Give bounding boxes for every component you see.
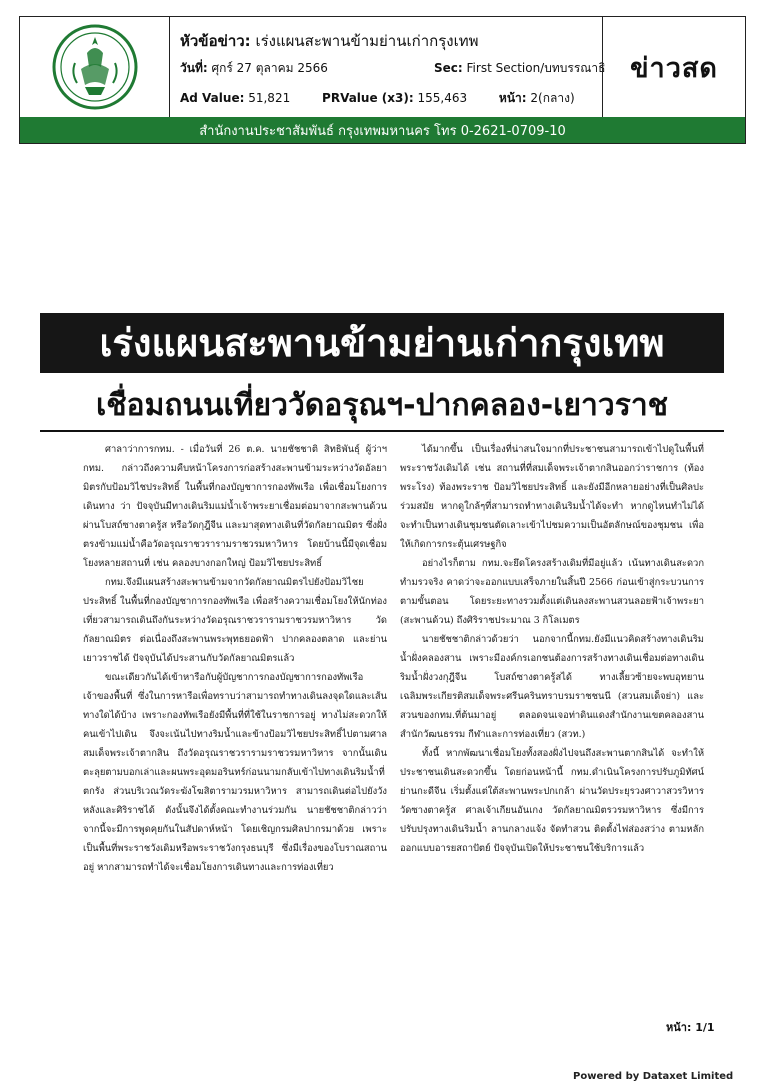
article-paragraph: ทั้งนี้ หากพัฒนาเชื่อมโยงทั้งสองฝั่งไปจนถึงสะพานตากสินได้ จะทำให้ประชาชนเดินสะดวกขึ้น โดยก่อนหน้านี้ กทม.ดำเนินโครงการปรับภูมิทัศน์ย่านกะดีจีน เริ่มตั้งแต่ใต้สะพานพระปกเกล้า ผ่านวัดประยุรวงศาวาสวรวิหาร วัดซางตาครู้ส ศาลเจ้าเกียนอันเกง วัดกัลยาณมิตรวรมหาวิหาร ซึ่งมีการปรับปรุงทางเดินริมน้ำ ลานกลางแจ้ง จัดทำสวน ติดตั้งไฟส่องสว่าง ตามหลักออกแบบอารยสถาปัตย์ ปัจจุบันเปิดให้ประชาชนใช้บริการแล้ว [400,748,704,854]
date-value: ศุกร์ 27 ตุลาคม 2566 [211,61,328,75]
news-title-label: หัวข้อข่าว: [180,32,251,50]
pr-value-label: PRValue (x3): [322,91,414,105]
article-paragraph: อย่างไรก็ตาม กทม.จะยึดโครงสร้างเดิมที่มีอยู่แล้ว เน้นทางเดินสะดวก ทำมรวจริง คาดว่าจะออกแบบเสร็จภายในสิ้นปี 2566 ก่อนเข้าสู่กระบวนการตามขั้นตอน โดยระยะทางรวมตั้งแต่เดินลงสะพานสวนลอยฟ้าเจ้าพระยา (สะพานด้วน) ถึงศิริราชประมาณ 3 กิโลเมตร [400,558,704,626]
article-column-left [83,440,387,968]
ad-value-label: Ad Value: [180,91,245,105]
article-headline: เร่งแผนสะพานข้ามย่านเก่ากรุงเทพ [40,313,724,373]
news-title-row [180,29,478,53]
date-row [180,59,606,78]
clipping-meta [180,17,620,117]
ad-value-number: 51,821 [248,91,291,105]
section-label: Sec: [434,61,463,75]
article-subhead: เชื่อมถนนเที่ยววัดอรุณฯ-ปากคลอง-เยาวราช [95,388,669,423]
date-label: วันที่: [180,61,208,75]
article-paragraph: ศาลาว่าการกทม. - เมื่อวันที่ 26 ต.ค. นายชัชชาติ สิทธิพันธุ์ ผู้ว่าฯ กทม. กล่าวถึงความคืบหน้าโครงการก่อสร้างสะพานข้ามระหว่างวัดอัลยามิตรกับป้อมวิไชประสิทธิ์ ในพื้นที่กองบัญชาการกองทัพเรือ เพื่อเชื่อมโยงการเดินทาง ว่า ปัจจุบันมีทางเดินริมแม่น้ำเจ้าพระยาเชื่อมต่อมาจากสะพานด้วน ผ่านโบสถ์ซางตาครู้ส หรือวัดกุฎีจีน และมาสุดทางเดินที่วัดกัลยาณมิตร ซึ่งฝั่งตรงข้ามแม่น้ำคือวัดอรุณราชวรารามราชวรมหาวิหาร โดยบ้านนี้มีจุดเชื่อมโยงหลายสถานที่ เช่น คลองบางกอกใหญ่ ป้อมวิไชยประสิทธิ์ [83,444,387,569]
bma-seal-icon [51,23,139,111]
article-paragraph: ขณะเดียวกันได้เข้าหารือกับผู้บัญชาการกองบัญชาการกองทัพเรือเจ้าของพื้นที่ ซึ่งในการหารือเพื่อทราบว่าสามารถทำทางเดินลงจุดใดและเส้นทางใดได้บ้าง เพราะกองทัพเรือยังมีพื้นที่ที่ใช้ในราชการอยู่ ทางไม่สะดวกให้คนเข้าไปเดิน จึงจะเน้นไปทางริมน้ำและข้างป้อมวิไชยประสิทธิ์ไปตามศาลสมเด็จพระเจ้าตากสิน ถึงวัดอรุณราชวรารามราชวรมหาวิหาร จากนั้นเดินตะลุยตามบอกเล่าและผนพระอุดมอรินทร์ก่อนนามกลับเข้าไปทางเดินริมน้ำที่ตกรัง ส่วนบริเวณวัดระฆังโฆสิตารามวรมหาวิหาร สามารถเดินต่อไปยังวังหลังและศิริราชได้ ดังนั้นจึงได้ตั้งคณะทำงานร่วมกัน นายชัชชาติกล่าวว่า จากนี้จะมีการพูดคุยกันในสัปดาห์หน้า โดยเชิญกรมศิลปากรมาด้วย เพราะเป็นพื้นที่พระราชวังเดิมหรือพระราชวังกรุงธนบุรี ซึ่งมีเรื่องของโบราณสถานอยู่ หากสามารถทำได้จะเชื่อมโยงการเดินทางและการท่องเที่ยว [83,672,387,873]
pr-value [322,91,481,105]
publication-badge: ข่าวสด [602,17,745,117]
powered-by: Powered by Dataxet Limited [573,1071,734,1082]
logo-box [20,17,170,117]
section-info [434,59,605,78]
headline-divider [40,430,724,432]
footer-page-label: หน้า: [666,1021,692,1034]
page-number: 2(กลาง) [530,91,575,105]
footer-page-value: 1/1 [695,1021,715,1034]
article-column-right [400,440,704,968]
ad-value [180,91,304,105]
page-footer [666,1018,715,1036]
page-info [499,91,589,105]
pr-value-number: 155,463 [417,91,468,105]
article-paragraph: กทม.จึงมีแผนสร้างสะพานข้ามจากวัดกัลยาณมิตรไปยังป้อมวิไชยประสิทธิ์ ในพื้นที่กองบัญชาการกองทัพเรือ เพื่อสร้างความเชื่อมโยงให้นักท่องเที่ยวสามารถเดินถึงกันระหว่างวัดอรุณราชวรารามราชวรมหาวิหาร วัดกัลยาณมิตร ต่อเนื่องถึงสะพานพระพุทธยอดฟ้า ปากคลองตลาด และย่านเยาวราชได้ ปัจจุบันได้ประสานกับวัดกัลยาณมิตรแล้ว [83,577,387,664]
contact-band: สำนักงานประชาสัมพันธ์ กรุงเทพมหานคร โทร 0-2621-0709-10 [20,117,745,143]
section-value: First Section/บทบรรณาธิ [466,61,606,75]
article-paragraph: นายชัชชาติกล่าวด้วยว่า นอกจากนี้กทม.ยังมีแนวคิดสร้างทางเดินริมน้ำฝั่งคลองสาน เพราะมีองค์กรเอกชนต้องการสร้างทางเดินเชื่อมต่อทางเดินริมน้ำฝั่งวงกุฎีจีน โบสถ์ซางตาครู้สได้ ทางเลี้ยวซ้ายจะพบอุทยานเฉลิมพระเกียรติสมเด็จพระศรีนครินทราบรมราชชนนี (สวนสมเด็จย่า) และสวนของกทม.ที่ต้นมาอยู่ ตลอดจนเจอท่าดินแดงสำนักงานเขตคลองสาน สำนักวัฒนธรรม กีฬาและการท่องเที่ยว (สวท.) [400,634,704,740]
page-label: หน้า: [498,91,527,105]
news-title: เร่งแผนสะพานข้ามย่านเก่ากรุงเทพ [255,32,479,50]
value-row [180,89,603,108]
clipping-header [19,16,746,144]
article-paragraph: ได้มากขึ้น เป็นเรื่องที่น่าสนใจมากที่ประชาชนสามารถเข้าไปดูในพื้นที่พระราชวังเดิมได้ เช่น สถานที่ที่สมเด็จพระเจ้าตากสินออกว่าราชการ (ท้องพระโรง) ท้องพระราช ป้อมวิไชยประสิทธิ์ และยังมีอีกหลายอย่างที่เป็นศิลปะร่วมสมัย หากดูใกล้ๆที่สามารถทำทางเดินริมน้ำได้จะทำ หากดูไหนทำไม่ได้ จะทำเป็นทางเดินชุมชนตัดเลาะเข้าไปชมความเป็นอัตลักษณ์ของชุมชน เพื่อให้เกิดการกระตุ้นเศรษฐกิจ [400,444,704,550]
